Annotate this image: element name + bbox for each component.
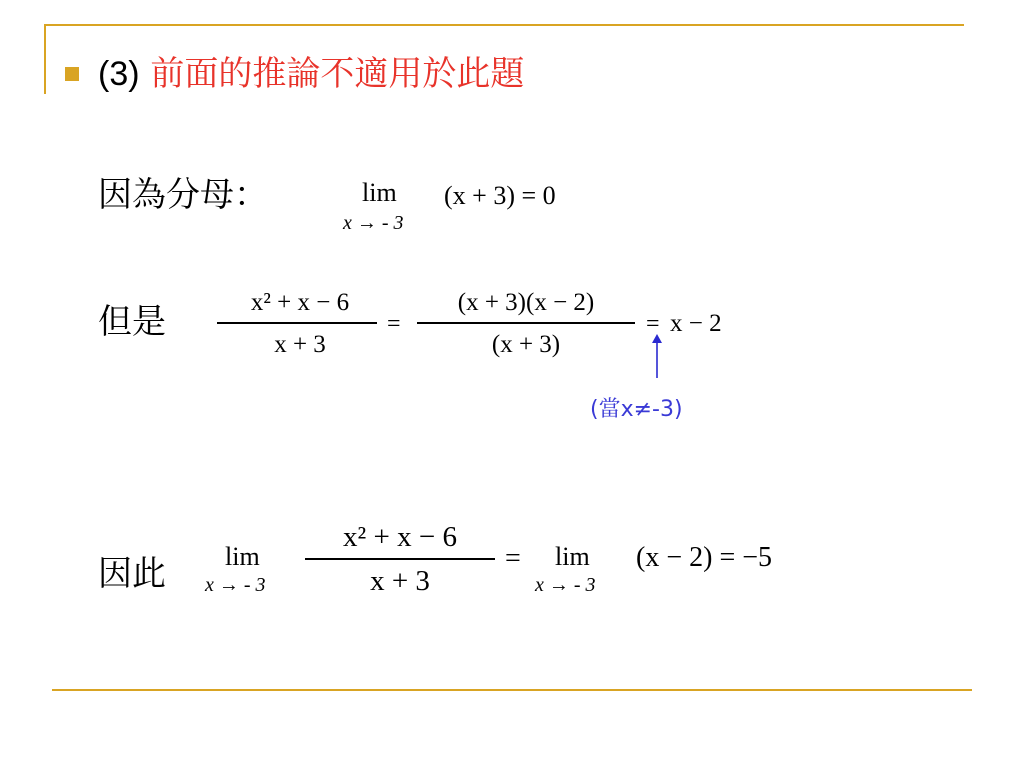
line2-label: 但是: [98, 302, 166, 342]
line3-fraction-numerator: x² + x − 6: [343, 521, 457, 553]
line2-fraction1-denominator: x + 3: [274, 331, 326, 358]
line2-note: (當x≠-3): [590, 397, 683, 422]
line1-label: 因為分母：: [98, 175, 268, 215]
top-accent-line: [44, 24, 964, 26]
line3-fraction-bar: [305, 558, 495, 560]
bullet-icon: [65, 67, 79, 81]
left-accent-line: [44, 24, 46, 94]
line3-lim1-sub: x → - 3: [205, 574, 266, 596]
line2-equals-2: =: [646, 311, 660, 337]
annotation-arrow-icon: [649, 334, 665, 378]
title-text: 前面的推論不適用於此題: [150, 54, 525, 94]
title-prefix: (3): [98, 55, 140, 93]
line3-fraction-denominator: x + 3: [370, 565, 430, 597]
line3-lim2-sub: x → - 3: [535, 574, 596, 596]
line1-expression: (x + 3) = 0: [444, 181, 556, 210]
line1-lim: lim: [362, 178, 397, 207]
line3-equals: =: [505, 543, 521, 574]
line2-equals-1: =: [387, 311, 401, 337]
line3-lim1: lim: [225, 542, 260, 571]
line1-lim-sub: x → - 3: [343, 212, 404, 234]
line3-label: 因此: [98, 554, 166, 594]
line3-expression: (x − 2) = −5: [636, 542, 773, 573]
line2-fraction2-bar: [417, 322, 635, 324]
line2-result: x − 2: [670, 310, 722, 337]
line2-fraction2-numerator: (x + 3)(x − 2): [457, 289, 595, 316]
line2-fraction2-denominator: (x + 3): [491, 331, 561, 358]
line3-lim2: lim: [555, 542, 590, 571]
bottom-accent-line: [52, 689, 972, 691]
slide-title: [98, 52, 524, 96]
line2-fraction1-numerator: x² + x − 6: [250, 289, 350, 316]
line2-fraction1-bar: [217, 322, 377, 324]
